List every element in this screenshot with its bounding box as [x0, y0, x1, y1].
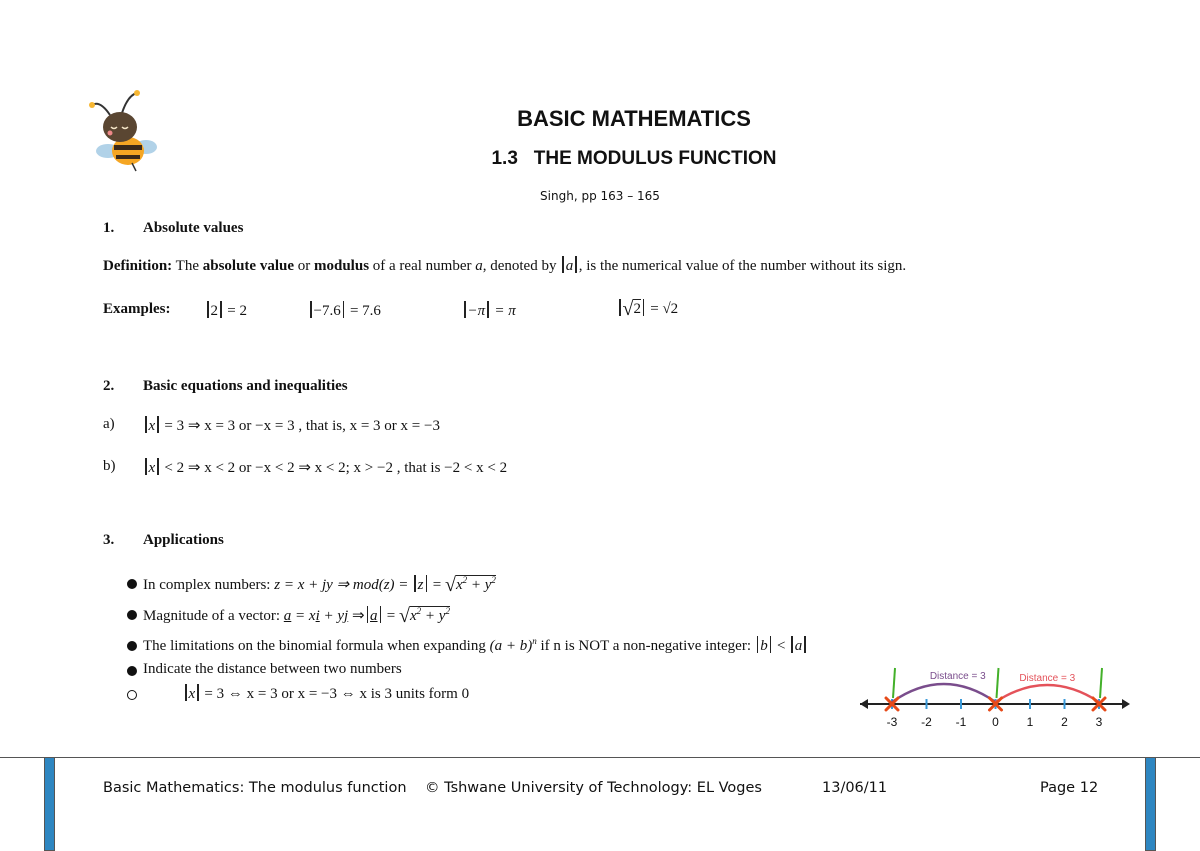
reference-note: Singh, pp 163 – 165	[540, 189, 660, 203]
example-4: √2 = √2	[617, 298, 678, 321]
definition-text: , denoted by	[482, 258, 561, 274]
example-3: −π = π	[462, 301, 516, 320]
page-title: BASIC MATHEMATICS	[517, 106, 751, 131]
definition: Definition: The absolute value or modulus of a real number a, denoted by a , is the numerical value of the number without its sign.	[103, 258, 907, 274]
number-line-tick-label: 1	[1026, 715, 1034, 729]
footer-page-number: Page 12	[1040, 780, 1099, 796]
example-2: −7.6 = 7.6	[308, 301, 381, 320]
number-line-tick-label: 3	[1095, 715, 1103, 729]
distance-arc-left	[892, 684, 996, 702]
variable-a: a	[475, 258, 483, 274]
definition-text: , is the numerical value of the number without its sign.	[578, 258, 907, 274]
footer-title: Basic Mathematics: The modulus function	[103, 780, 407, 796]
item-b-inequality: x < 2 ⇒ x < 2 or −x < 2 ⇒ x < 2; x > −2 , that is −2 < x < 2	[143, 458, 507, 477]
number-line-diagram	[850, 660, 1140, 740]
item-a-equation: x = 3 ⇒ x = 3 or −x = 3 , that is, x = 3 or x = −3	[143, 416, 440, 435]
footer-left-bar	[44, 757, 55, 851]
definition-text: or	[294, 258, 314, 274]
definition-text: of a real number	[369, 258, 476, 274]
number-line-tick-label: -2	[921, 715, 932, 729]
footer-copyright: © Tshwane University of Technology: EL Voges	[425, 780, 762, 796]
section-title	[0, 148, 1200, 170]
distance-label-right: Distance = 3	[1019, 673, 1076, 684]
example-1: 2 = 2	[205, 301, 247, 320]
section-1-number: 1.	[103, 220, 115, 236]
distance-example: x = 3 ⇔ x = 3 or x = −3 ⇔ x is 3 units form 0	[183, 684, 469, 703]
term-absolute-value: absolute value	[202, 258, 294, 274]
marker-line	[997, 668, 999, 698]
bullet-icon	[127, 641, 137, 651]
number-line-tick-label: -1	[955, 715, 967, 729]
bullet-icon	[127, 579, 137, 589]
bullet-icon	[127, 666, 137, 676]
section-number: 1.3	[491, 148, 518, 169]
application-complex: In complex numbers: z = x + jy ⇒ $mod(z) = z = √x^2 + y^2$	[143, 574, 496, 596]
footer-date: 13/06/11	[822, 780, 888, 796]
examples-label: Examples:	[103, 301, 171, 317]
section-1-heading: Absolute values	[143, 220, 244, 236]
section-2-number: 2.	[103, 378, 115, 394]
item-a-label: a)	[103, 416, 115, 432]
term-modulus: modulus	[314, 258, 370, 274]
number-line-tick-label: 0	[992, 715, 999, 729]
application-vector: Magnitude of a vector: a = xi + yj ⇒ $a = √x^2 + y^2$	[143, 605, 450, 627]
number-line-tick-label: 2	[1061, 715, 1068, 729]
item-b-label: b)	[103, 458, 116, 474]
footer-divider	[0, 757, 1200, 758]
application-distance: Indicate the distance between two numbers	[143, 661, 402, 677]
arrow-right-icon	[1122, 699, 1130, 709]
arrow-left-icon	[860, 699, 868, 709]
distance-label-left: Distance = 3	[929, 671, 986, 682]
application-binomial: The limitations on the binomial formula when expanding $(a + b)^n$ if n is NOT a non-negative integer: b < a	[143, 636, 808, 655]
section-2-heading: Basic equations and inequalities	[143, 378, 348, 394]
marker-line	[1100, 668, 1102, 698]
section-3-heading: Applications	[143, 532, 224, 548]
distance-arc-right	[996, 685, 1100, 702]
section-3-number: 3.	[103, 532, 115, 548]
section-heading: THE MODULUS FUNCTION	[533, 148, 777, 169]
sub-bullet-icon	[127, 690, 137, 700]
definition-text: The	[172, 258, 203, 274]
marker-line	[893, 668, 895, 698]
definition-label: Definition:	[103, 258, 173, 274]
number-line-tick-label: -3	[886, 715, 898, 729]
bullet-icon	[127, 610, 137, 620]
footer-right-bar	[1145, 757, 1156, 851]
